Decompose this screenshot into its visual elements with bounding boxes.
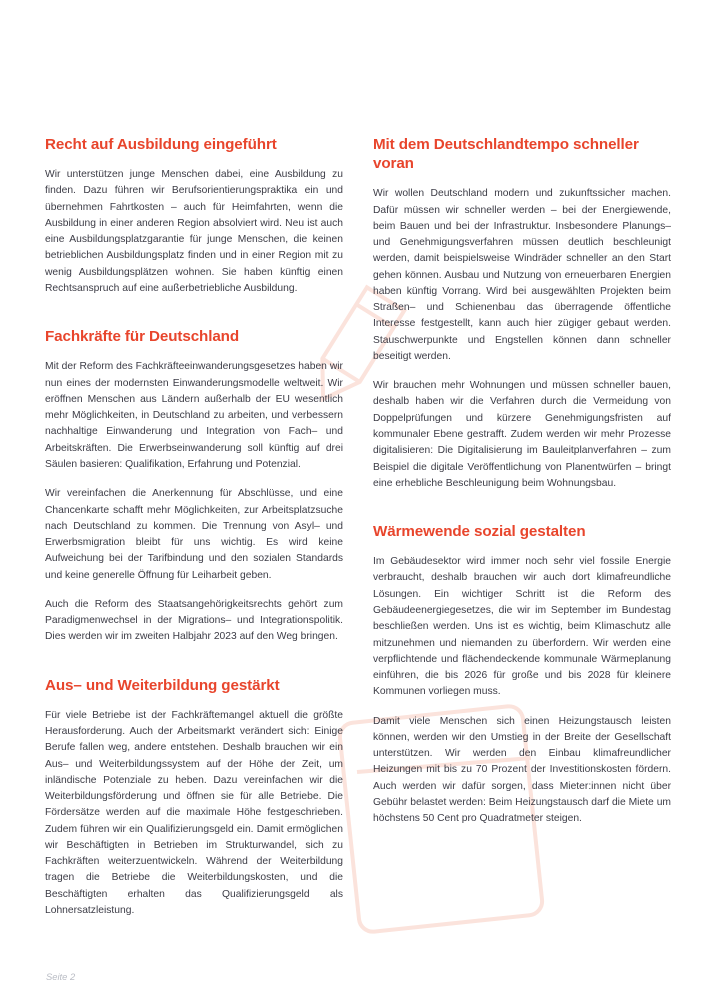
article-fachkraefte-fuer-deutschland — [45, 327, 343, 645]
section-heading: Wärmewende sozial gestalten — [373, 523, 586, 541]
paragraph: Damit viele Menschen sich einen Heizungstausch leisten können, werden wir den Umstieg in der Breite der Gesellschaft unterstützen. Wir werden den Einbau klimafreundlicher Heizungen mit bis zu 70 Prozent der Investitionskosten fördern. Auch werden wir dafür sorgen, dass Mieter:innen nicht über Gebühr belastet werden: Beim Heizungstausch darf die Miete um höchstens 50 Cent pro Quadratmeter steigen. — [373, 715, 671, 825]
paragraph: Mit der Reform des Fachkräfteeinwanderungsgesetzes haben wir nun eines der modernsten Einwanderungsmodelle weltweit. Wir eröffnen Menschen aus Ländern außerhalb der EU wesentlich mehr Möglichkeiten, in Deutschland zu arbeiten, und verbessern nachhaltige Einwanderung und Integration von Fach– und Arbeitskräften. Die Erwerbseinwanderung soll künftig auf drei Säulen basieren: Qualifikation, Erfahrung und Potenzial. — [45, 361, 343, 470]
article-recht-auf-ausbildung — [45, 135, 343, 297]
article-deutschlandtempo — [373, 135, 671, 492]
article-waermewende — [373, 522, 671, 827]
section-heading: Mit dem Deutschlandtempo schneller voran — [373, 136, 639, 173]
article-aus-und-weiterbildung — [45, 676, 343, 920]
paragraph: Wir brauchen mehr Wohnungen und müssen schneller bauen, deshalb haben wir die Verfahren durch die Vermeidung von Doppelprüfungen und kürzere Genehmigungsfristen auf kommunaler Ebene gestrafft. Zudem werden wir mehr Prozesse digitalisieren: Die Digitalisierung im Bauleitplanverfahren – zum Beispiel die digitale Veröffentlichung von Planentwürfen – bringt eine erhebliche Beschleunigung beim Wohnungsbau. — [373, 380, 671, 489]
section-heading: Recht auf Ausbildung eingeführt — [45, 136, 277, 153]
left-column — [45, 135, 343, 919]
page-number: Seite 2 — [46, 971, 76, 982]
section-heading: Aus– und Weiterbildung gestärkt — [45, 676, 280, 694]
paragraph: Wir unterstützen junge Menschen dabei, eine Ausbildung zu finden. Dazu führen wir Berufsorientierungspraktika ein und übernehmen Fahrtkosten – auch für Heimfahrten, wenn die Ausbildung in einer anderen Region absolviert wird. Neu ist auch eine Ausbildungsplatzgarantie für junge Menschen, die keinen betrieblichen Ausbildungsplatz finden und in einer Region mit zu wenig Ausbildungsplätzen wohnen. Sie haben künftig einen Rechtsanspruch auf eine außerbetriebliche Ausbildung. — [45, 169, 343, 294]
section-heading: Fachkräfte für Deutschland — [45, 328, 240, 346]
paragraph: Für viele Betriebe ist der Fachkräftemangel aktuell die größte Herausforderung. Auch der Arbeitsmarkt verändert sich: Einige Berufe fallen weg, andere entstehen. Deshalb brauchen wir ein Aus– und Weiterbildungssystem auf der Höhe der Zeit, um inländische Potenziale zu heben. Dazu vereinfachen wir die Weiterbildungsförderung und öffnen sie für alle Betriebe. Die Fördersätze werden auf die maximale Höhe festgeschrieben. Zudem führen wir ein Qualifizierungsgeld ein. Damit ermöglichen wir Beschäftigten in Betrieben im Strukturwandel, sich zu Fachkräften weiterzuentwickeln. Während der Weiterbildung tragen die Betriebe die Weiterbildungskosten, und die Beschäftigten erhalten das Qualifizierungsgeld als Lohnersatzleistung. — [45, 709, 343, 916]
right-column — [373, 135, 671, 827]
paragraph: Auch die Reform des Staatsangehörigkeitsrechts gehört zum Paradigmenwechsel in der Migrations– und Integrationspolitik. Dies werden wir im zweiten Halbjahr 2023 auf den Weg bringen. — [45, 598, 343, 643]
paragraph: Wir vereinfachen die Anerkennung für Abschlüsse, und eine Chancenkarte schafft mehr Möglichkeiten, zur Arbeitsplatzsuche nach Deutschland zu kommen. Die Trennung von Asyl– und Erwerbsmigration bleibt für uns wichtig. Es wird keine Aufweichung bei der Tarifbindung und den sozialen Standards und keine generelle Öffnung für Leiharbeit geben. — [45, 488, 343, 581]
paragraph: Wir wollen Deutschland modern und zukunftssicher machen. Dafür müssen wir schneller werden – bei der Energiewende, beim Bauen und bei der Infrastruktur. Insbesondere Planungs– und Genehmigungsverfahren müssen deutlich beschleunigt werden, damit beispielsweise Windräder schneller an den Start gehen können. Ausbau und Nutzung von erneuerbaren Energien haben künftig Vorrang. Wird bei ausgewählten Projekten beim Straßen– und Schienenbau das überragende öffentliche Interesse festgestellt, kann auch hier zügiger gebaut werden. Stauschwerpunkte und Engstellen können dann schneller beseitigt werden. — [373, 188, 671, 362]
paragraph: Im Gebäudesektor wird immer noch sehr viel fossile Energie verbraucht, deshalb brauchen wir auch dort klimafreundliche Lösungen. Ein wichtiger Schritt ist die Reform des Gebäudeenergiegesetzes, die wir im September im Bundestag beschließen werden. Uns ist es wichtig, beim Klimaschutz alle mitzunehmen und niemanden zu überfordern. Wir werden eine verpflichtende und flächendeckende kommunale Wärmeplanung einführen, die bis 2026 für große und bis 2028 für kleinere Kommunen vorliegen muss. — [373, 556, 671, 698]
